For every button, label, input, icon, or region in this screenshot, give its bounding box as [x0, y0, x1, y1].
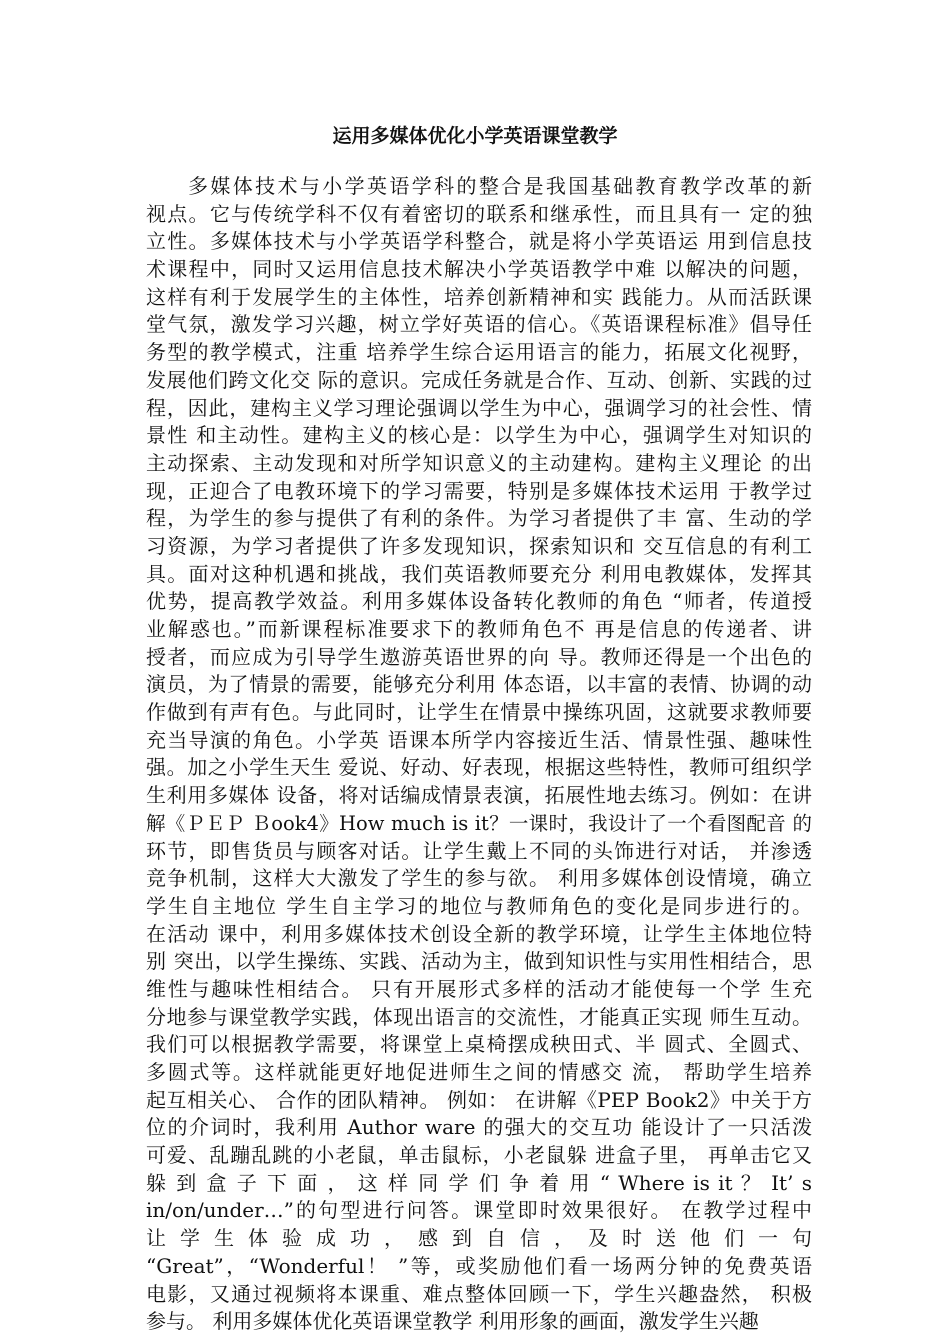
paragraph-line: 程，为学生的参与提供了有利的条件。为学习者提供了丰 富、生动的学 — [146, 506, 812, 531]
paragraph-line: 强。加之小学生天生 爱说、好动、好表现，根据这些特性，教师可组织学 — [146, 755, 812, 780]
paragraph-line: 环节，即售货员与顾客对话。让学生戴上不同的头饰进行对话， 并渗透 — [146, 838, 812, 863]
paragraph-line: 学生自主地位 学生自主学习的地位与教师角色的变化是同步进行的。 — [146, 893, 812, 918]
paragraph-line: 业解惑也。”而新课程标准要求下的教师角色不 再是信息的传递者、讲 — [146, 617, 812, 641]
paragraph-line: in/on/under…”的句型进行问答。课堂即时效果很好。 在教学过程中 — [146, 1198, 812, 1223]
paragraph-line: 景性 和主动性。建构主义的核心是：以学生为中心，强调学生对知识的 — [146, 423, 812, 448]
paragraph-line: 多媒体技术与小学英语学科的整合是我国基础教育教学改革的新 — [188, 174, 812, 198]
paragraph-line: 授者，而应成为引导学生遨游英语世界的向 导。教师还得是一个出色的 — [146, 644, 812, 669]
paragraph-line: 位的介词时，我利用 Author ware 的强大的交互功 能设计了一只活泼 — [146, 1115, 812, 1140]
paragraph-line: “Great”，“Wonderful！ ”等，或奖励他们看一场两分钟的免费英语 — [146, 1253, 812, 1278]
paragraph-line: 生利用多媒体 设备，将对话编成情景表演，拓展性地去练习。例如：在讲 — [146, 783, 812, 808]
body-paragraph — [146, 173, 812, 1336]
paragraph-line: 让 学 生 体 验 成 功 ， 感 到 自 信 ， 及 时 送 他 们 一 句 — [146, 1226, 812, 1251]
paragraph-line: 参与。 利用多媒体优化英语课堂教学 利用形象的画面，激发学生兴趣 — [146, 1309, 759, 1334]
paragraph-line: 立性。多媒体技术与小学英语学科整合，就是将小学英语运 用到信息技 — [146, 229, 812, 254]
paragraph-line: 主动探索、主动发现和对所学知识意义的主动建构。建构主义理论 的出 — [146, 450, 812, 475]
paragraph-line: 充当导演的角色。小学英 语课本所学内容接近生活、情景性强、趣味性 — [146, 727, 812, 752]
paragraph-line: 别 突出，以学生操练、实践、活动为主，做到知识性与实用性相结合，思 — [146, 949, 812, 974]
paragraph-line: 维性与趣味性相结合。 只有开展形式多样的活动才能使每一个学 生充 — [146, 976, 812, 1001]
document-title: 运用多媒体优化小学英语课堂教学 — [332, 125, 618, 147]
paragraph-line: 起互相关心、 合作的团队精神。 例如： 在讲解《PEP Book2》中关于方 — [146, 1087, 812, 1112]
paragraph-line: 习资源，为学习者提供了许多发现知识，探索知识和 交互信息的有利工 — [146, 533, 812, 558]
paragraph-line: 程，因此，建构主义学习理论强调以学生为中心，强调学习的社会性、情 — [146, 395, 812, 420]
paragraph-line: 我们可以根据教学需要，将课堂上桌椅摆成秧田式、半 圆式、全圆式、 — [146, 1032, 812, 1057]
paragraph-line: 视点。它与传统学科不仅有着密切的联系和继承性，而且具有一 定的独 — [146, 201, 812, 226]
paragraph-line: 堂气氛，激发学习兴趣，树立学好英语的信心。《英语课程标准》倡导任 — [146, 312, 812, 337]
paragraph-line: 优势，提高教学效益。利用多媒体设备转化教师的角色 “师者，传道授 — [146, 589, 812, 614]
paragraph-line: 演员，为了情景的需要，能够充分利用 体态语，以丰富的表情、协调的动 — [146, 672, 812, 697]
paragraph-line: 发展他们跨文化交 际的意识。完成任务就是合作、互动、创新、实践的过 — [146, 367, 812, 392]
paragraph-line: 务型的教学模式，注重 培养学生综合运用语言的能力，拓展文化视野， — [146, 340, 812, 365]
paragraph-line: 竞争机制，这样大大激发了学生的参与欲。 利用多媒体创设情境，确立 — [146, 866, 812, 891]
paragraph-line: 解《ＰＥＰ Ｂook4》How much is it？一课时，我设计了一个看图配音 的 — [146, 811, 812, 835]
paragraph-line: 具。面对这种机遇和挑战，我们英语教师要充分 利用电教媒体，发挥其 — [146, 561, 812, 586]
paragraph-line: 躲 到 盒 子 下 面 ， 这 样 同 学 们 争 着 用 “ Where is it ？ It’ s — [146, 1170, 812, 1195]
paragraph-line: 多圆式等。这样就能更好地促进师生之间的情感交 流， 帮助学生培养 — [146, 1060, 812, 1084]
paragraph-line: 作做到有声有色。与此同时，让学生在情景中操练巩固，这就要求教师要 — [146, 700, 812, 725]
paragraph-line: 现，正迎合了电教环境下的学习需要，特别是多媒体技术运用 于教学过 — [146, 478, 812, 503]
paragraph-line: 可爱、乱蹦乱跳的小老鼠，单击鼠标，小老鼠躲 进盒子里， 再单击它又 — [146, 1143, 812, 1168]
paragraph-line: 在活动 课中，利用多媒体技术创设全新的教学环境，让学生主体地位特 — [146, 921, 812, 946]
paragraph-line: 术课程中，同时又运用信息技术解决小学英语教学中难 以解决的问题， — [146, 257, 812, 282]
paragraph-line: 分地参与课堂教学实践，体现出语言的交流性，才能真正实现 师生互动。 — [146, 1004, 812, 1029]
paragraph-line: 电影，又通过视频将本课重、难点整体回顾一下，学生兴趣盎然， 积极 — [146, 1281, 812, 1306]
paragraph-line: 这样有利于发展学生的主体性，培养创新精神和实 践能力。从而活跃课 — [146, 284, 812, 309]
